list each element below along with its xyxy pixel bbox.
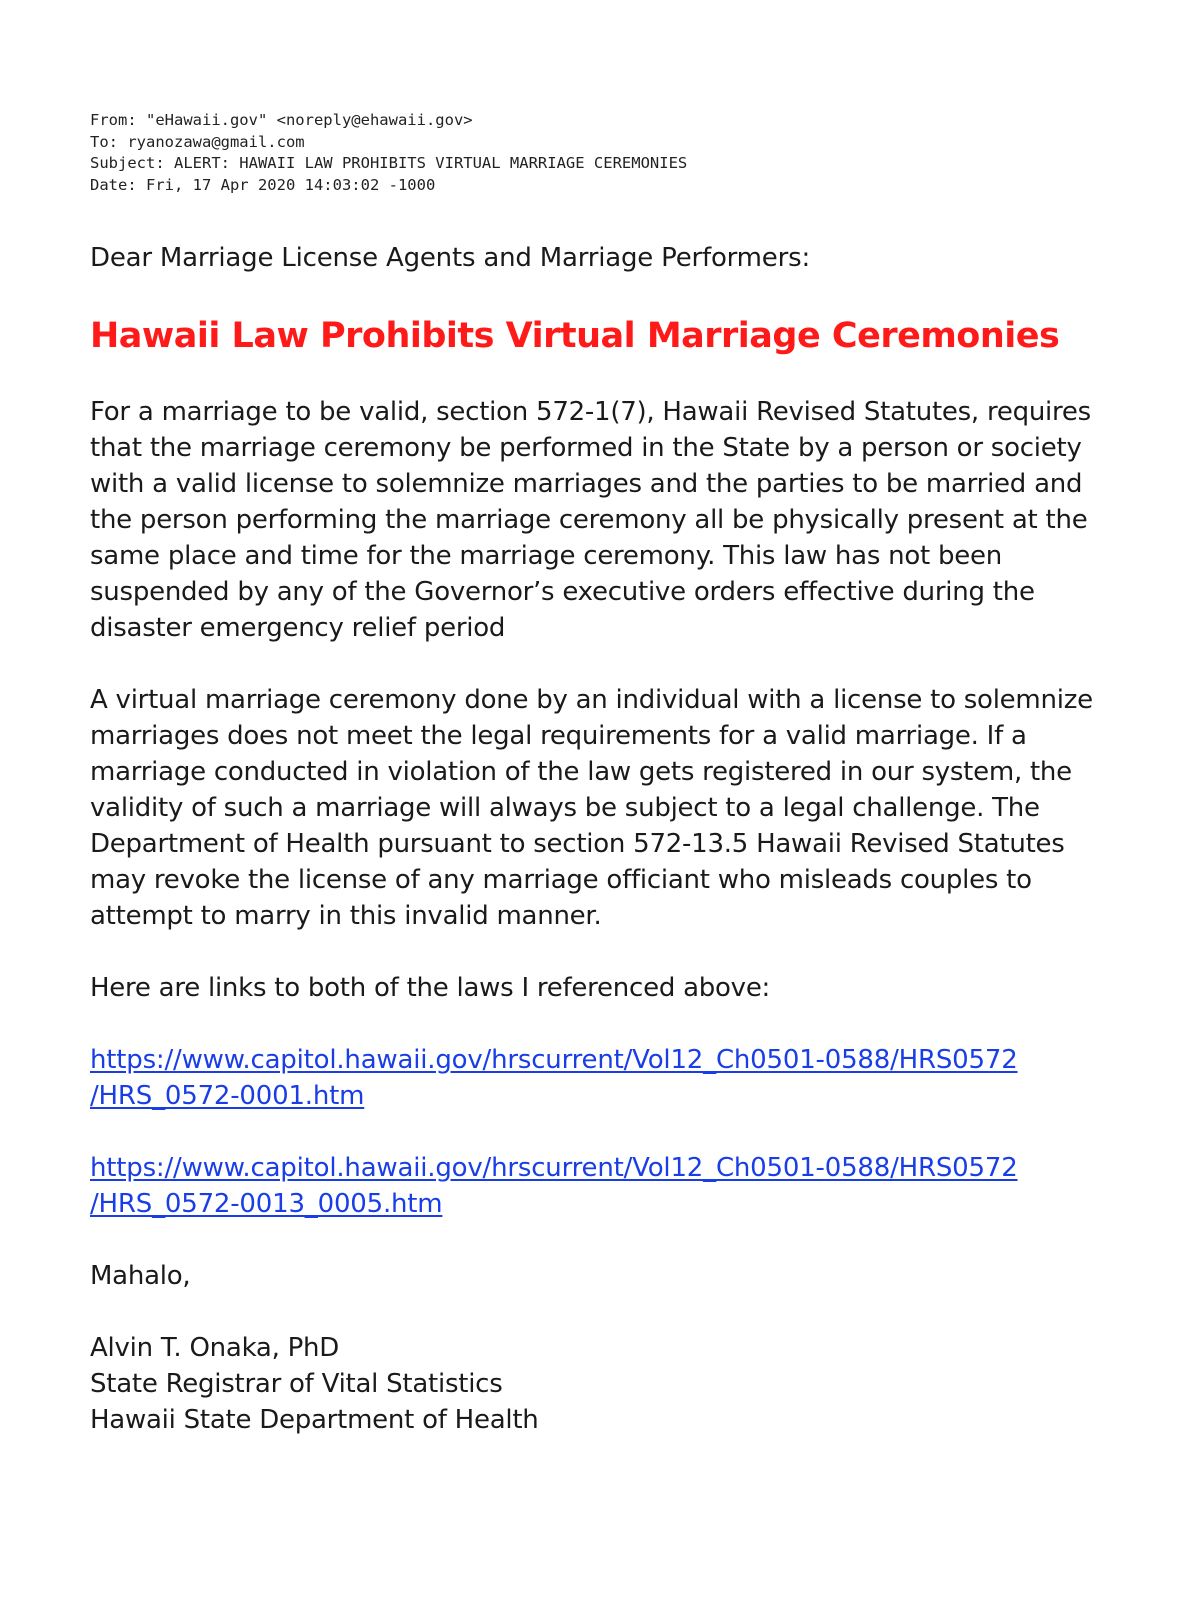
paragraph-statute: For a marriage to be valid, section 572-1(7), Hawaii Revised Statutes, requires that the marriage ceremony be performed in the State by a person or society with a valid license to solemnize marriages and the parties to be married and the person performing the marriage ceremony all be physically present at the same place and time for the marriage ceremony. This law has not been suspended by any of the Governor’s executive orders effective during the disaster emergency relief period xyxy=(90,397,1091,643)
email-headers xyxy=(90,110,1120,196)
law-link-2-line1[interactable]: https://www.capitol.hawaii.gov/hrscurrent/Vol12_Ch0501-0588/HRS0572 xyxy=(90,1153,1018,1183)
signature-title: State Registrar of Vital Statistics xyxy=(90,1369,503,1399)
law-link-1[interactable] xyxy=(90,1042,1120,1114)
law-link-2-line2[interactable]: /HRS_0572-0013_0005.htm xyxy=(90,1189,443,1219)
paragraph-virtual-ceremony: A virtual marriage ceremony done by an individual with a license to solemnize marriages does not meet the legal requirements for a valid marriage. If a marriage conducted in violation of the law gets registered in our system, the validity of such a marriage will always be subject to a legal challenge. The Department of Health pursuant to section 572-13.5 Hawaii Revised Statutes may revoke the license of any marriage officiant who misleads couples to attempt to marry in this invalid manner. xyxy=(90,685,1093,931)
email-document xyxy=(90,110,1120,1438)
email-date: Date: Fri, 17 Apr 2020 14:03:02 -1000 xyxy=(90,175,436,194)
email-to: To: ryanozawa@gmail.com xyxy=(90,132,305,151)
closing: Mahalo, xyxy=(90,1261,191,1291)
signature-name: Alvin T. Onaka, PhD xyxy=(90,1333,340,1363)
signature-department: Hawaii State Department of Health xyxy=(90,1405,539,1435)
paragraph-links-intro: Here are links to both of the laws I referenced above: xyxy=(90,973,771,1003)
law-link-1-line1[interactable]: https://www.capitol.hawaii.gov/hrscurrent/Vol12_Ch0501-0588/HRS0572 xyxy=(90,1045,1018,1075)
salutation: Dear Marriage License Agents and Marriage Performers: xyxy=(90,243,811,273)
email-from: From: "eHawaii.gov" <noreply@ehawaii.gov> xyxy=(90,111,473,129)
email-subject: Subject: ALERT: HAWAII LAW PROHIBITS VIRTUAL MARRIAGE CEREMONIES xyxy=(90,154,688,172)
signature-block xyxy=(90,1330,1120,1438)
law-link-2[interactable] xyxy=(90,1150,1120,1222)
law-link-1-line2[interactable]: /HRS_0572-0001.htm xyxy=(90,1081,365,1111)
headline: Hawaii Law Prohibits Virtual Marriage Ceremonies xyxy=(90,316,1060,356)
